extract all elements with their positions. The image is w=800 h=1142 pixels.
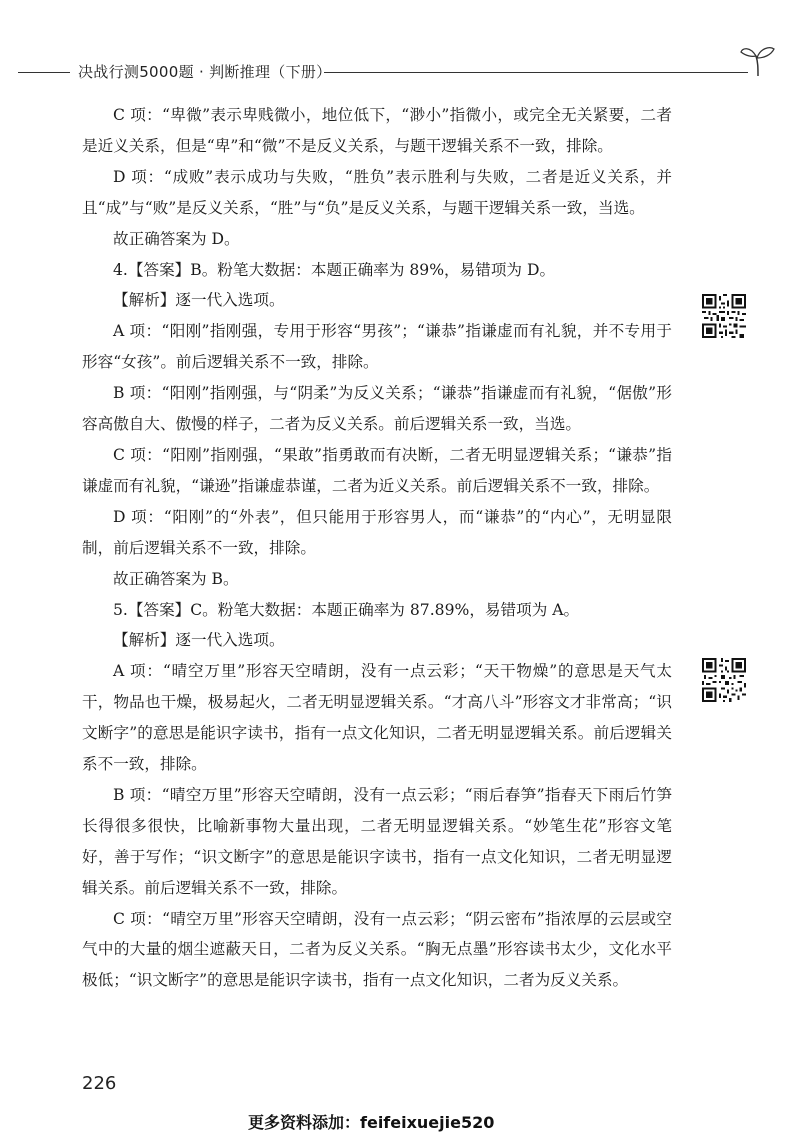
paragraph-q5-option-b: B 项：“晴空万里”形容天空晴朗，没有一点云彩；“雨后春笋”指春天下雨后竹笋长得很多很快，比喻新事物大量出现，二者无明显逻辑关系。“妙笔生花”形容文笔好，善于写作；“识文断字”的意思是能识字读书，指有一点文化知识，二者无明显逻辑关系。前后逻辑关系不一致，排除。 <box>82 785 672 897</box>
header-rule-right <box>324 72 748 73</box>
paragraph-q5-answer: 5.【答案】C。粉笔大数据：本题正确率为 87.89%，易错项为 A。 <box>113 600 580 619</box>
paragraph-q4-analysis: 【解析】逐一代入选项。 <box>113 291 285 310</box>
paragraph-c-option-q3: C 项：“卑微”表示卑贱微小，地位低下，“渺小”指微小，或完全无关紧要，二者是近义关系，但是“卑”和“微”不是反义关系，与题干逻辑关系不一致，排除。 <box>82 106 672 155</box>
qr-code-icon[interactable] <box>702 294 746 338</box>
paragraph-answer-q4: 故正确答案为 B。 <box>113 569 239 588</box>
page-header <box>18 58 748 86</box>
paragraph-answer-q3: 故正确答案为 D。 <box>113 229 240 248</box>
book-title: 决战行测5000题 · 判断推理（下册） <box>78 63 332 81</box>
paragraph-q4-option-b: B 项：“阳刚”指刚强，与“阴柔”为反义关系；“谦恭”指谦虚而有礼貌，“倨傲”形容高傲自大、傲慢的样子，二者为反义关系。前后逻辑关系一致，当选。 <box>82 384 672 434</box>
sprout-icon <box>740 42 776 76</box>
qr-code-icon[interactable] <box>702 658 746 702</box>
paragraph-q4-option-d: D 项：“阳刚”的“外表”，但只能用于形容男人，而“谦恭”的“内心”，无明显限制，前后逻辑关系不一致，排除。 <box>82 507 672 557</box>
paragraph-q5-analysis: 【解析】逐一代入选项。 <box>113 631 285 650</box>
paragraph-q4-option-c: C 项：“阳刚”指刚强，“果敢”指勇敢而有决断，二者无明显逻辑关系；“谦恭”指谦虚而有礼貌，“谦逊”指谦虚恭谨，二者为近义关系。前后逻辑关系不一致，排除。 <box>82 445 672 495</box>
paragraph-q4-answer: 4.【答案】B。粉笔大数据：本题正确率为 89%，易错项为 D。 <box>113 260 556 279</box>
paragraph-q4-option-a: A 项：“阳刚”指刚强，专用于形容“男孩”；“谦恭”指谦虚而有礼貌，并不专用于形容“女孩”。前后逻辑关系不一致，排除。 <box>82 322 672 372</box>
paragraph-q5-option-c: C 项：“晴空万里”形容天空晴朗，没有一点云彩；“阴云密布”指浓厚的云层或空气中的大量的烟尘遮蔽天日，二者为反义关系。“胸无点墨”形容读书太少，文化水平极低；“识文断字”的意思是能识字读书，指有一点文化知识，二者为反义关系。 <box>82 909 672 990</box>
page-number: 226 <box>82 1073 117 1094</box>
header-rule-left <box>18 72 70 73</box>
paragraph-q5-option-a: A 项：“晴空万里”形容天空晴朗，没有一点云彩；“天干物燥”的意思是天气太干，物品也干燥，极易起火，二者无明显逻辑关系。“才高八斗”形容文才非常高；“识文断字”的意思是能识字读书，指有一点文化知识，二者无明显逻辑关系。前后逻辑关系不一致，排除。 <box>82 662 672 774</box>
main-content <box>82 100 672 996</box>
footer-contact: 更多资料添加：feifeixuejie520 <box>248 1113 495 1132</box>
paragraph-d-option-q3: D 项：“成败”表示成功与失败，“胜负”表示胜利与失败，二者是近义关系，并且“成”与“败”是反义关系，“胜”与“负”是反义关系，与题干逻辑关系一致，当选。 <box>82 167 672 217</box>
